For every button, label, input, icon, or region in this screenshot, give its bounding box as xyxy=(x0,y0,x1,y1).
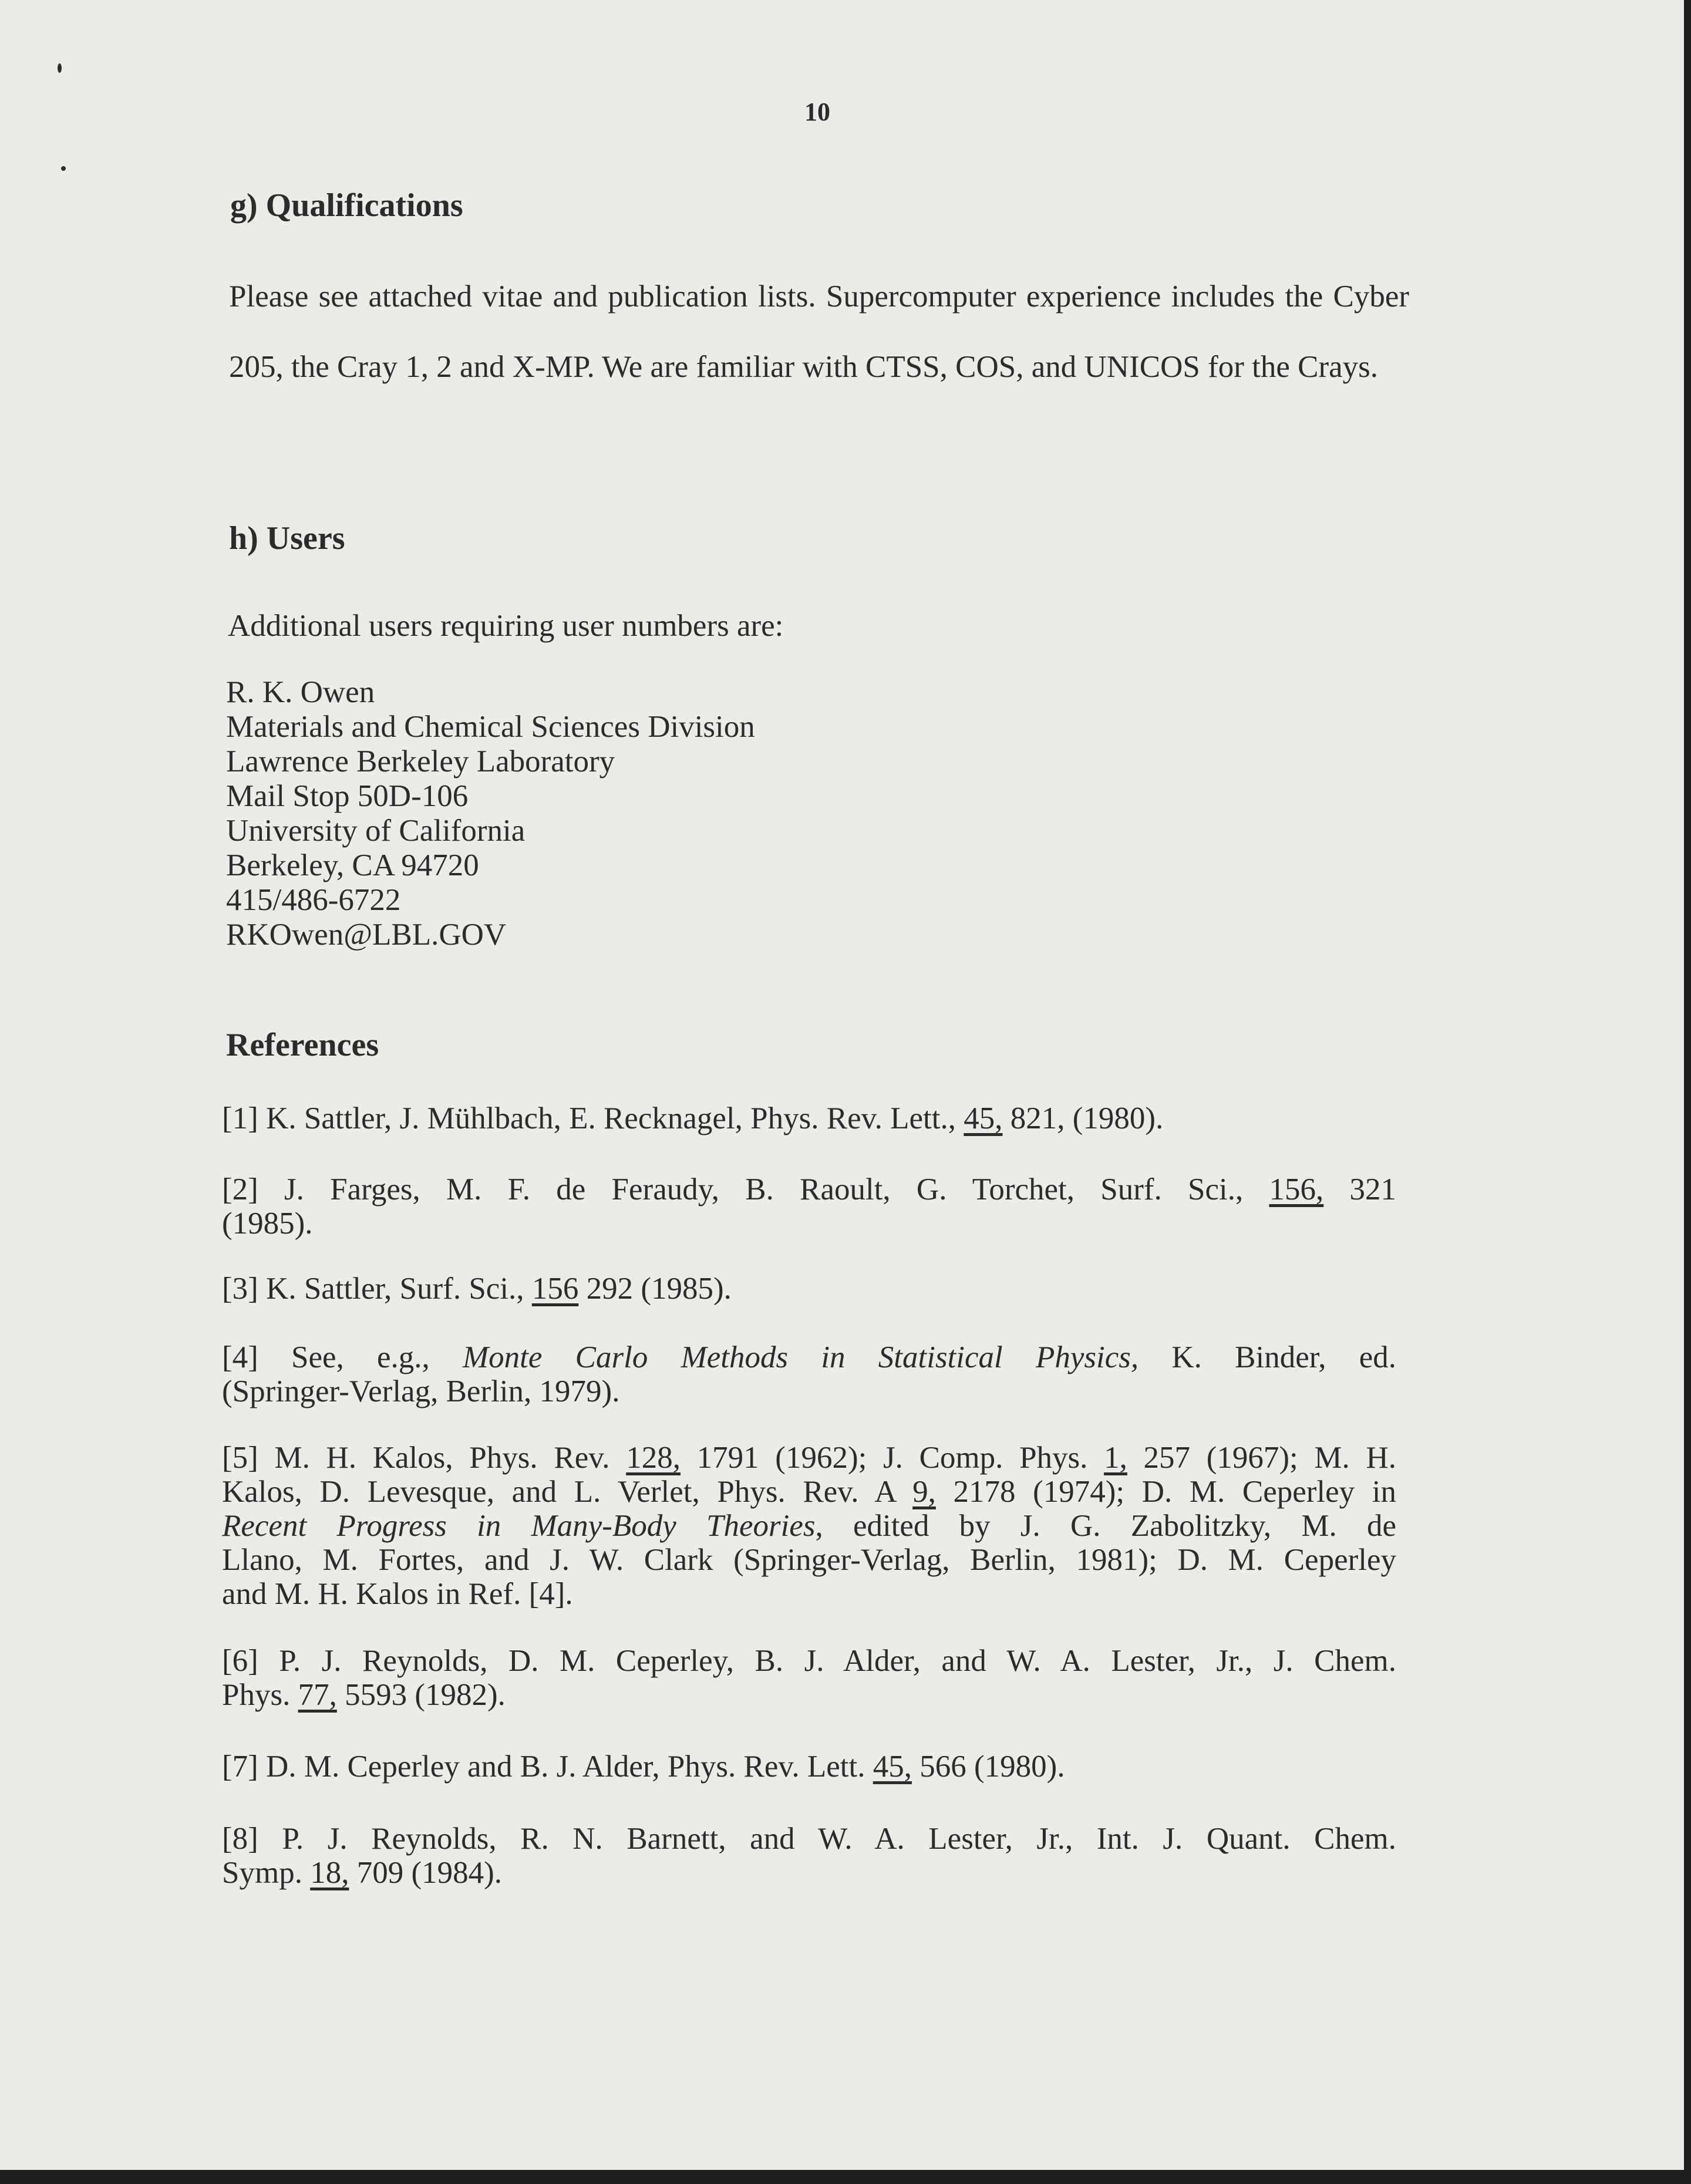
reference-2: [2] J. Farges, M. F. de Feraudy, B. Raoult, G. Torchet, Surf. Sci., 156, 321 (1985). xyxy=(222,1172,1396,1241)
reference-4: [4] See, e.g., Monte Carlo Methods in Statistical Physics, K. Binder, ed. (Springer-Verlag, Berlin, 1979). xyxy=(222,1340,1397,1408)
users-heading: h) Users xyxy=(229,520,345,557)
book-title: Recent Progress in Many-Body Theories xyxy=(222,1509,816,1543)
ink-speck xyxy=(61,166,66,171)
reference-5: [5] M. H. Kalos, Phys. Rev. 128, 1791 (1962); J. Comp. Phys. 1, 257 (1967); M. H. Kalos, D. Levesque, and L. Verlet, Phys. Rev. A 9, 2178 (1974); D. M. Ceperley in Recent Progress in Many-Body Theories, edited by J. G. Zabolitzky, M. de Llano, M. Fortes, and J. W. Clark (Springer-Verlag, Berlin, 1981); D. M. Ceperley and M. H. Kalos in Ref. [4]. xyxy=(222,1441,1396,1611)
ink-speck xyxy=(58,63,62,73)
reference-8: [8] P. J. Reynolds, R. N. Barnett, and W. A. Lester, Jr., Int. J. Quant. Chem. Symp. 18, 709 (1984). xyxy=(222,1822,1396,1890)
address-line: Berkeley, CA 94720 xyxy=(226,848,479,882)
volume-number: 77, xyxy=(298,1678,337,1712)
page-number: 10 xyxy=(804,97,830,126)
volume-number: 18, xyxy=(310,1856,349,1890)
volume-number: 1, xyxy=(1104,1441,1127,1475)
volume-number: 156 xyxy=(531,1272,579,1306)
qualifications-heading: g) Qualifications xyxy=(230,187,463,224)
volume-number: 9, xyxy=(912,1475,936,1509)
volume-number: 128, xyxy=(626,1441,681,1475)
address-email: RKOwen@LBL.GOV xyxy=(226,918,507,952)
reference-6: [6] P. J. Reynolds, D. M. Ceperley, B. J. Alder, and W. A. Lester, Jr., J. Chem. Phys. 77, 5593 (1982). xyxy=(222,1644,1396,1712)
address-line: Lawrence Berkeley Laboratory xyxy=(226,744,615,778)
address-line: R. K. Owen xyxy=(226,675,375,709)
qualifications-text: Please see attached vitae and publication lists. Supercomputer experience includes the Cyber 205, the Cray 1, 2 and X-MP. We are familiar with CTSS, COS, and UNICOS for the Crays. xyxy=(229,279,1409,384)
reference-1: [1] K. Sattler, J. Mühlbach, E. Recknagel, Phys. Rev. Lett., 45, 821, (1980). xyxy=(222,1101,1164,1135)
user-address-block xyxy=(226,675,755,952)
volume-number: 45, xyxy=(873,1750,912,1784)
address-line: University of California xyxy=(226,814,526,848)
users-intro: Additional users requiring user numbers are: xyxy=(228,609,784,643)
volume-number: 45, xyxy=(964,1101,1003,1135)
reference-3: [3] K. Sattler, Surf. Sci., 156 292 (1985). xyxy=(222,1272,732,1306)
address-line: 415/486-6722 xyxy=(226,883,401,917)
volume-number: 156, xyxy=(1269,1172,1324,1206)
reference-7: [7] D. M. Ceperley and B. J. Alder, Phys. Rev. Lett. 45, 566 (1980). xyxy=(222,1750,1065,1784)
book-title: Monte Carlo Methods in Statistical Physics, xyxy=(463,1340,1139,1374)
references-heading: References xyxy=(226,1027,379,1063)
address-line: Materials and Chemical Sciences Division xyxy=(226,710,755,744)
address-line: Mail Stop 50D-106 xyxy=(226,779,469,813)
